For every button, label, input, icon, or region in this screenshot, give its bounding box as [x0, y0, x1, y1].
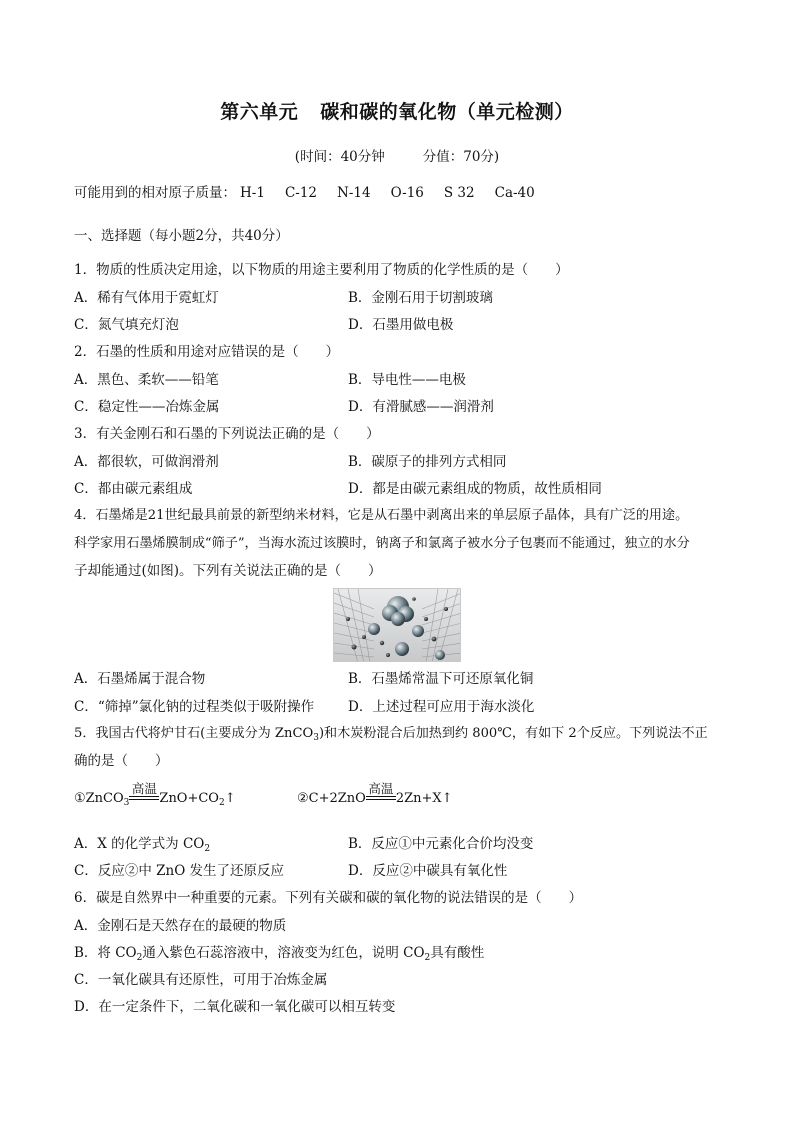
q5-reaction-1: [74, 782, 236, 806]
q5-reaction-2: [297, 782, 453, 806]
q4-option-c: C．“筛掉”氯化钠的过程类似于吸附操作: [74, 699, 315, 715]
q1-option-d: D．石墨用做电极: [348, 317, 454, 333]
q5-stem-line2: 确的是（ ）: [74, 753, 169, 769]
graphene-sieve-figure: [333, 588, 461, 662]
q5-stem-part: 5．我国古代将炉甘石(主要成分为 ZnCO: [74, 726, 314, 741]
atomic-mass-label: 可能用到的相对原子质量：: [74, 185, 236, 201]
q4-option-b: B．石墨烯常温下可还原氧化铜: [348, 671, 534, 687]
atomic-mass-item: C-12: [284, 185, 318, 201]
q5-option-d: D．反应②中碳具有氧化性: [348, 863, 508, 879]
reaction-1-reactant: ①ZnCO: [74, 791, 124, 806]
reaction-1-condition: [129, 782, 159, 806]
reaction-1-product: ZnO+CO: [159, 791, 219, 806]
reaction-1-condition-label: 高温: [131, 781, 157, 796]
reaction-2-reactant: ②C+2ZnO: [297, 791, 366, 806]
double-line-equals-icon: [366, 796, 396, 800]
q4-stem-line2: 科学家用石墨烯膜制成“筛子”，当海水流过该膜时，钠离子和氯离子被水分子包裹而不能通过，独立的水分: [74, 536, 690, 551]
q3-option-a: A．都很软，可做润滑剂: [74, 454, 219, 470]
q1-option-a: A．稀有气体用于霓虹灯: [74, 290, 219, 306]
exam-meta: [0, 145, 794, 165]
q6-option-b-part: 通入紫色石蕊溶液中，溶液变为红色，说明 CO: [142, 945, 425, 961]
q6-option-b: [74, 944, 484, 962]
q5-option-a-text: A．X 的化学式为 CO: [74, 836, 205, 852]
atomic-mass-item: N-14: [337, 185, 371, 201]
q2-stem: 2．石墨的性质和用途对应错误的是（ ）: [74, 344, 340, 360]
q5-option-c: C．反应②中 ZnO 发生了还原反应: [74, 863, 285, 879]
q5-stem-part: )和木炭粉混合后加热到约 800℃，有如下 2个反应。下列说法不正: [318, 726, 708, 741]
q5-stem-line1: [74, 725, 708, 743]
q4-stem-line1: 4．石墨烯是21世纪最具前景的新型纳米材料，它是从石墨中剥离出来的单层原子晶体，具有广泛的用途。: [74, 508, 689, 523]
q5-option-a-subscript: 2: [204, 844, 211, 854]
exam-time: (时间：40分钟: [294, 149, 385, 165]
q6-option-c: C．一氧化碳具有还原性，可用于冶炼金属: [74, 972, 328, 988]
reaction-2-condition: [366, 782, 396, 806]
q1-stem: 1．物质的性质决定用途，以下物质的用途主要利用了物质的化学性质的是（ ）: [74, 262, 569, 278]
q3-option-d: D．都是由碳元素组成的物质，故性质相同: [348, 481, 602, 497]
q1-option-b: B．金刚石用于切割玻璃: [348, 290, 493, 306]
q5-stem-subscript: 3: [313, 733, 319, 743]
q2-option-b: B．导电性——电极: [348, 372, 466, 388]
q6-option-a: A．金刚石是天然存在的最硬的物质: [74, 918, 287, 934]
q3-option-c: C．都由碳元素组成: [74, 481, 193, 497]
q4-stem-line3: 子却能通过(如图)。下列有关说法正确的是（ ）: [74, 563, 382, 579]
title-unit: 第六单元: [220, 101, 299, 123]
reaction-2-condition-label: 高温: [368, 781, 394, 796]
q6-option-b-subscript: 2: [424, 953, 431, 963]
atomic-mass-item: H-1: [240, 185, 265, 201]
page-title: [0, 97, 794, 124]
atomic-mass-item: O-16: [390, 185, 424, 201]
up-arrow-icon: ↑: [224, 791, 236, 806]
section-heading: 一、选择题（每小题2分，共40分）: [74, 228, 289, 244]
title-topic: 碳和碳的氧化物（单元检测）: [320, 101, 574, 123]
q6-option-d: D．在一定条件下，二氧化碳和一氧化碳可以相互转变: [74, 999, 396, 1015]
q5-option-b: B．反应①中元素化合价均没变: [348, 836, 534, 852]
reaction-2-product: 2Zn+X↑: [395, 791, 453, 806]
q2-option-d: D．有滑腻感——润滑剂: [348, 399, 494, 415]
q6-option-b-subscript: 2: [136, 953, 143, 963]
double-line-equals-icon: [129, 796, 159, 800]
q6-option-b-part: B．将 CO: [74, 945, 137, 961]
q3-stem: 3．有关金刚石和石墨的下列说法正确的是（ ）: [74, 426, 380, 442]
q2-option-c: C．稳定性——冶炼金属: [74, 399, 220, 415]
graphene-membrane-image: [334, 589, 461, 662]
q5-option-a: [74, 835, 210, 853]
atomic-mass-item: Ca-40: [494, 185, 535, 201]
reaction-1-subscript: 3: [123, 798, 130, 808]
exam-score: 分值：70分): [422, 149, 500, 165]
q4-option-d: D．上述过程可应用于海水淡化: [348, 699, 535, 715]
q2-option-a: A．黑色、柔软——铅笔: [74, 372, 219, 388]
q1-option-c: C．氮气填充灯泡: [74, 317, 179, 333]
atomic-mass-line: [74, 184, 535, 202]
q6-stem: 6．碳是自然界中一种重要的元素。下列有关碳和碳的氧化物的说法错误的是（ ）: [74, 890, 583, 906]
reaction-1-product-subscript: 2: [218, 798, 225, 808]
q6-option-b-part: 具有酸性: [430, 945, 485, 961]
q4-option-a: A．石墨烯属于混合物: [74, 671, 206, 687]
q3-option-b: B．碳原子的排列方式相同: [348, 454, 507, 470]
atomic-mass-item: S 32: [443, 185, 475, 201]
